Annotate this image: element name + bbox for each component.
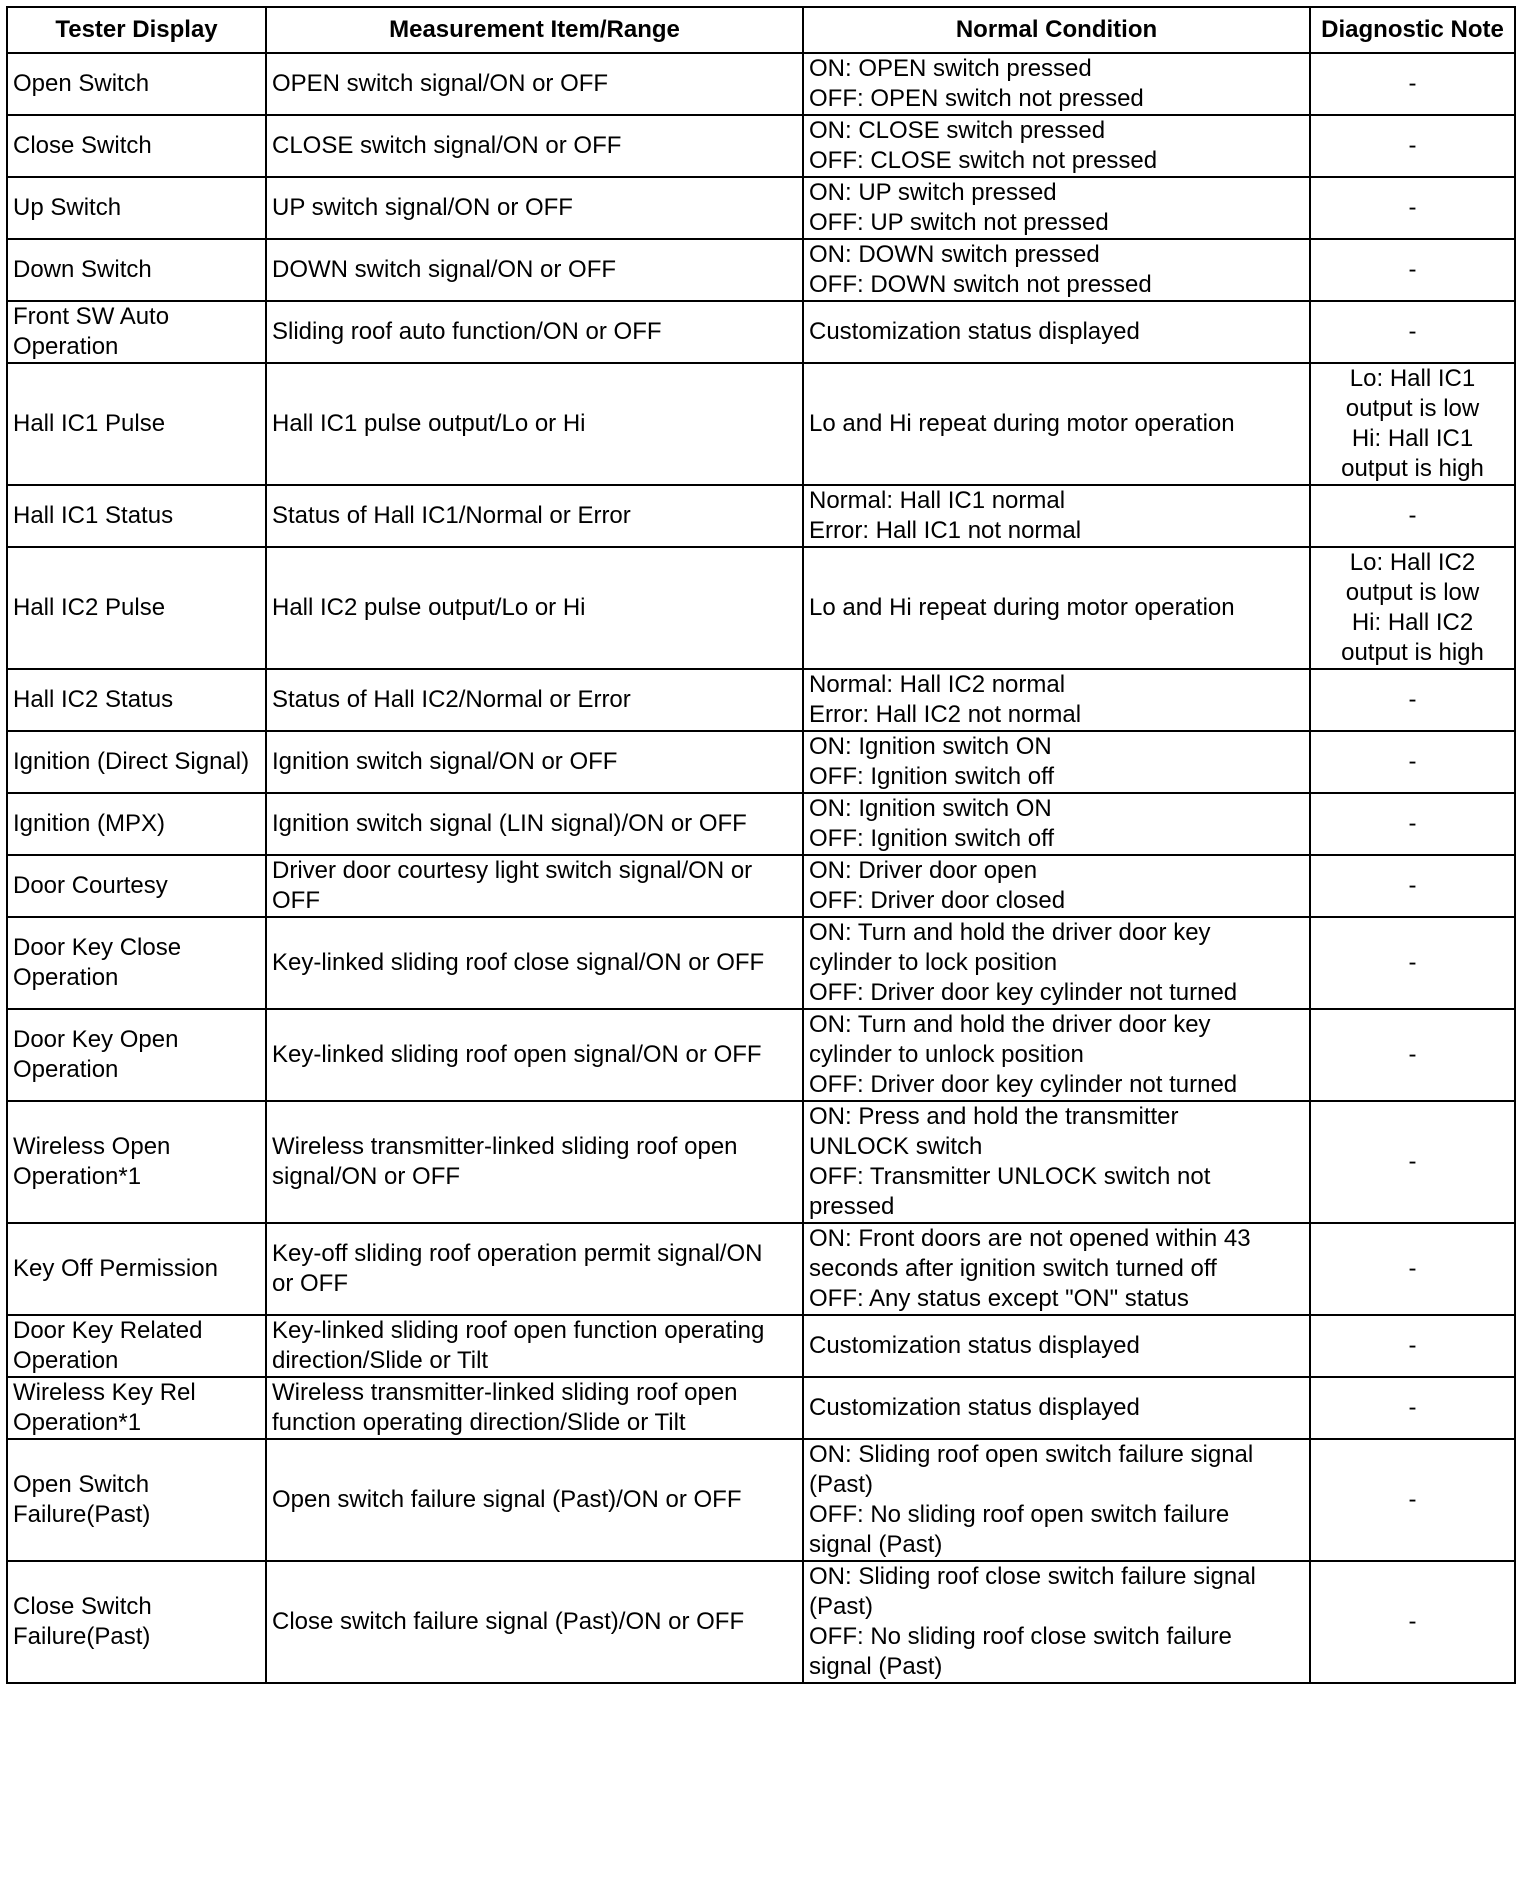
cell-measurement-item: [266, 669, 803, 731]
cell-text-line: -: [1408, 872, 1417, 899]
cell-text-line: Driver door courtesy light switch signal/ON or: [272, 857, 753, 884]
cell-text-line: cylinder to lock position: [809, 949, 1058, 976]
cell-text-line: Down Switch: [13, 256, 152, 283]
cell-text-line: Open Switch: [13, 1471, 150, 1498]
cell-text-line: OFF: Driver door key cylinder not turned: [809, 979, 1238, 1006]
cell-text-line: cylinder to unlock position: [809, 1041, 1084, 1068]
cell-measurement-item: [266, 363, 803, 485]
header-normal-condition: Normal Condition: [803, 7, 1310, 53]
cell-text-line: OFF: DOWN switch not pressed: [809, 271, 1152, 298]
cell-text-line: Door Courtesy: [13, 872, 168, 899]
cell-diagnostic-note: [1310, 669, 1515, 731]
cell-text-line: Wireless transmitter-linked sliding roof open: [272, 1379, 738, 1406]
cell-tester-display: [7, 239, 266, 301]
cell-text-line: Sliding roof auto function/ON or OFF: [272, 318, 662, 345]
cell-text-line: Failure(Past): [13, 1623, 151, 1650]
cell-measurement-item: [266, 301, 803, 363]
cell-normal-condition: [803, 855, 1310, 917]
cell-normal-condition: [803, 53, 1310, 115]
cell-tester-display: [7, 1223, 266, 1315]
cell-text-line: ON: Turn and hold the driver door key: [809, 1011, 1211, 1038]
cell-text-line: (Past): [809, 1471, 874, 1498]
cell-text-line: Status of Hall IC1/Normal or Error: [272, 502, 631, 529]
cell-text-line: -: [1408, 318, 1417, 345]
cell-diagnostic-note: [1310, 1223, 1515, 1315]
cell-text-line: ON: Driver door open: [809, 857, 1038, 884]
table-body: [7, 53, 1515, 1683]
cell-text-line: ON: DOWN switch pressed: [809, 241, 1100, 268]
cell-measurement-item: [266, 917, 803, 1009]
cell-text-line: Error: Hall IC2 not normal: [809, 701, 1082, 728]
cell-text-line: output is high: [1341, 639, 1484, 666]
cell-tester-display: [7, 669, 266, 731]
cell-normal-condition: [803, 793, 1310, 855]
table-row: [7, 855, 1515, 917]
cell-diagnostic-note: [1310, 1009, 1515, 1101]
cell-text-line: Lo: Hall IC1: [1349, 365, 1476, 392]
cell-tester-display: [7, 177, 266, 239]
table-row: [7, 363, 1515, 485]
cell-tester-display: [7, 485, 266, 547]
header-measurement-item: Measurement Item/Range: [266, 7, 803, 53]
cell-text-line: Lo and Hi repeat during motor operation: [809, 594, 1235, 621]
cell-text-line: Operation: [13, 333, 119, 360]
cell-diagnostic-note: [1310, 855, 1515, 917]
cell-normal-condition: [803, 1439, 1310, 1561]
cell-normal-condition: [803, 363, 1310, 485]
cell-text-line: Front SW Auto: [13, 303, 170, 330]
cell-tester-display: [7, 363, 266, 485]
cell-text-line: ON: Ignition switch ON: [809, 795, 1052, 822]
cell-text-line: ON: Press and hold the transmitter: [809, 1103, 1179, 1130]
cell-text-line: Open switch failure signal (Past)/ON or OFF: [272, 1486, 742, 1513]
table-row: [7, 669, 1515, 731]
cell-measurement-item: [266, 485, 803, 547]
cell-tester-display: [7, 115, 266, 177]
cell-measurement-item: [266, 115, 803, 177]
table-row: [7, 1315, 1515, 1377]
cell-measurement-item: [266, 793, 803, 855]
cell-text-line: Key-linked sliding roof open signal/ON or OFF: [272, 1041, 762, 1068]
table-row: [7, 1009, 1515, 1101]
cell-diagnostic-note: [1310, 547, 1515, 669]
cell-text-line: Door Key Close: [13, 934, 182, 961]
cell-text-line: -: [1408, 1148, 1417, 1175]
table-row: [7, 115, 1515, 177]
cell-text-line: Status of Hall IC2/Normal or Error: [272, 686, 631, 713]
table-row: [7, 1439, 1515, 1561]
cell-text-line: Hall IC1 Pulse: [13, 410, 166, 437]
cell-text-line: -: [1408, 949, 1417, 976]
cell-normal-condition: [803, 547, 1310, 669]
cell-tester-display: [7, 301, 266, 363]
cell-tester-display: [7, 917, 266, 1009]
cell-text-line: DOWN switch signal/ON or OFF: [272, 256, 617, 283]
cell-measurement-item: [266, 1101, 803, 1223]
cell-measurement-item: [266, 1009, 803, 1101]
cell-tester-display: [7, 793, 266, 855]
cell-tester-display: [7, 731, 266, 793]
cell-text-line: -: [1408, 1394, 1417, 1421]
cell-text-line: output is low: [1345, 395, 1480, 422]
cell-diagnostic-note: [1310, 1315, 1515, 1377]
cell-tester-display: [7, 1009, 266, 1101]
cell-text-line: -: [1408, 1486, 1417, 1513]
cell-tester-display: [7, 1377, 266, 1439]
cell-text-line: Open Switch: [13, 70, 150, 97]
cell-text-line: pressed: [809, 1193, 895, 1220]
cell-measurement-item: [266, 53, 803, 115]
cell-measurement-item: [266, 239, 803, 301]
header-tester-display: Tester Display: [7, 7, 266, 53]
cell-text-line: -: [1408, 502, 1417, 529]
cell-text-line: CLOSE switch signal/ON or OFF: [272, 132, 622, 159]
cell-tester-display: [7, 1439, 266, 1561]
cell-text-line: Ignition (Direct Signal): [13, 748, 250, 775]
cell-text-line: Operation: [13, 1056, 119, 1083]
cell-text-line: Operation: [13, 964, 119, 991]
cell-measurement-item: [266, 1439, 803, 1561]
cell-normal-condition: [803, 177, 1310, 239]
cell-text-line: or OFF: [272, 1270, 348, 1297]
cell-text-line: -: [1408, 748, 1417, 775]
cell-text-line: ON: Ignition switch ON: [809, 733, 1052, 760]
cell-diagnostic-note: [1310, 301, 1515, 363]
table-row: [7, 547, 1515, 669]
cell-text-line: Normal: Hall IC1 normal: [809, 487, 1066, 514]
cell-text-line: Ignition switch signal (LIN signal)/ON or OFF: [272, 810, 747, 837]
cell-text-line: OFF: Ignition switch off: [809, 763, 1054, 790]
cell-measurement-item: [266, 1223, 803, 1315]
cell-text-line: OFF: Driver door closed: [809, 887, 1066, 914]
cell-diagnostic-note: [1310, 363, 1515, 485]
cell-text-line: OPEN switch signal/ON or OFF: [272, 70, 609, 97]
cell-text-line: Key-linked sliding roof open function operating: [272, 1317, 765, 1344]
cell-diagnostic-note: [1310, 1377, 1515, 1439]
cell-text-line: Customization status displayed: [809, 318, 1140, 345]
cell-text-line: Hi: Hall IC2: [1351, 609, 1474, 636]
table-row: [7, 301, 1515, 363]
cell-text-line: Door Key Related: [13, 1317, 203, 1344]
cell-text-line: Key-linked sliding roof close signal/ON or OFF: [272, 949, 765, 976]
cell-text-line: ON: Front doors are not opened within 43: [809, 1225, 1251, 1252]
cell-normal-condition: [803, 1009, 1310, 1101]
cell-diagnostic-note: [1310, 917, 1515, 1009]
cell-text-line: signal (Past): [809, 1653, 943, 1680]
cell-text-line: Close Switch: [13, 132, 152, 159]
cell-text-line: UNLOCK switch: [809, 1133, 983, 1160]
table-row: [7, 917, 1515, 1009]
cell-diagnostic-note: [1310, 239, 1515, 301]
cell-tester-display: [7, 1315, 266, 1377]
cell-normal-condition: [803, 1223, 1310, 1315]
cell-text-line: Key Off Permission: [13, 1255, 218, 1282]
header-diagnostic-note: Diagnostic Note: [1310, 7, 1515, 53]
cell-normal-condition: [803, 731, 1310, 793]
cell-text-line: OFF: CLOSE switch not pressed: [809, 147, 1158, 174]
cell-text-line: seconds after ignition switch turned off: [809, 1255, 1217, 1282]
cell-diagnostic-note: [1310, 731, 1515, 793]
table-row: [7, 53, 1515, 115]
cell-text-line: signal/ON or OFF: [272, 1163, 461, 1190]
cell-measurement-item: [266, 855, 803, 917]
table-row: [7, 485, 1515, 547]
cell-text-line: -: [1408, 1041, 1417, 1068]
cell-tester-display: [7, 1101, 266, 1223]
cell-text-line: -: [1408, 1332, 1417, 1359]
cell-text-line: UP switch signal/ON or OFF: [272, 194, 573, 221]
cell-normal-condition: [803, 1315, 1310, 1377]
cell-text-line: Key-off sliding roof operation permit signal/ON: [272, 1240, 763, 1267]
cell-normal-condition: [803, 301, 1310, 363]
cell-measurement-item: [266, 1561, 803, 1683]
cell-text-line: output is high: [1341, 455, 1484, 482]
cell-diagnostic-note: [1310, 1439, 1515, 1561]
cell-normal-condition: [803, 917, 1310, 1009]
cell-text-line: -: [1408, 194, 1417, 221]
cell-text-line: Customization status displayed: [809, 1332, 1140, 1359]
cell-normal-condition: [803, 239, 1310, 301]
cell-text-line: OFF: Transmitter UNLOCK switch not: [809, 1163, 1211, 1190]
cell-text-line: Close switch failure signal (Past)/ON or OFF: [272, 1608, 745, 1635]
table-row: [7, 1377, 1515, 1439]
cell-text-line: ON: Sliding roof open switch failure signal: [809, 1441, 1254, 1468]
cell-text-line: direction/Slide or Tilt: [272, 1347, 489, 1374]
cell-measurement-item: [266, 1377, 803, 1439]
cell-text-line: output is low: [1345, 579, 1480, 606]
cell-normal-condition: [803, 115, 1310, 177]
table-row: [7, 239, 1515, 301]
cell-text-line: Normal: Hall IC2 normal: [809, 671, 1066, 698]
cell-diagnostic-note: [1310, 793, 1515, 855]
cell-text-line: Hall IC2 Pulse: [13, 594, 166, 621]
header-row: [7, 7, 1515, 53]
cell-tester-display: [7, 1561, 266, 1683]
cell-text-line: Hi: Hall IC1: [1351, 425, 1474, 452]
cell-tester-display: [7, 855, 266, 917]
cell-diagnostic-note: [1310, 485, 1515, 547]
cell-normal-condition: [803, 1561, 1310, 1683]
table-row: [7, 731, 1515, 793]
cell-text-line: ON: Turn and hold the driver door key: [809, 919, 1211, 946]
cell-text-line: OFF: [272, 887, 320, 914]
cell-text-line: OFF: Driver door key cylinder not turned: [809, 1071, 1238, 1098]
cell-normal-condition: [803, 1101, 1310, 1223]
cell-measurement-item: [266, 177, 803, 239]
cell-diagnostic-note: [1310, 1561, 1515, 1683]
cell-text-line: Operation*1: [13, 1163, 142, 1190]
cell-tester-display: [7, 53, 266, 115]
cell-text-line: Close Switch: [13, 1593, 152, 1620]
cell-tester-display: [7, 547, 266, 669]
cell-text-line: -: [1408, 70, 1417, 97]
cell-normal-condition: [803, 485, 1310, 547]
cell-text-line: -: [1408, 256, 1417, 283]
cell-text-line: -: [1408, 132, 1417, 159]
table-row: [7, 1101, 1515, 1223]
cell-text-line: function operating direction/Slide or Tilt: [272, 1409, 686, 1436]
data-table: [6, 6, 1516, 1684]
cell-text-line: Up Switch: [13, 194, 122, 221]
cell-text-line: Customization status displayed: [809, 1394, 1140, 1421]
cell-normal-condition: [803, 1377, 1310, 1439]
cell-text-line: -: [1408, 686, 1417, 713]
cell-diagnostic-note: [1310, 177, 1515, 239]
cell-diagnostic-note: [1310, 1101, 1515, 1223]
table-row: [7, 1561, 1515, 1683]
cell-text-line: Hall IC1 pulse output/Lo or Hi: [272, 410, 586, 437]
cell-measurement-item: [266, 547, 803, 669]
cell-text-line: ON: OPEN switch pressed: [809, 55, 1092, 82]
cell-text-line: Wireless Key Rel: [13, 1379, 196, 1406]
cell-text-line: OFF: No sliding roof close switch failure: [809, 1623, 1232, 1650]
cell-text-line: Operation*1: [13, 1409, 142, 1436]
cell-text-line: Lo: Hall IC2: [1349, 549, 1476, 576]
cell-text-line: OFF: UP switch not pressed: [809, 209, 1109, 236]
cell-text-line: Wireless Open: [13, 1133, 171, 1160]
cell-text-line: OFF: No sliding roof open switch failure: [809, 1501, 1230, 1528]
cell-text-line: ON: Sliding roof close switch failure signal: [809, 1563, 1256, 1590]
cell-diagnostic-note: [1310, 53, 1515, 115]
cell-text-line: -: [1408, 1608, 1417, 1635]
cell-diagnostic-note: [1310, 115, 1515, 177]
cell-text-line: Hall IC2 pulse output/Lo or Hi: [272, 594, 586, 621]
cell-text-line: Hall IC1 Status: [13, 502, 174, 529]
cell-text-line: Ignition switch signal/ON or OFF: [272, 748, 618, 775]
table-row: [7, 793, 1515, 855]
cell-text-line: Lo and Hi repeat during motor operation: [809, 410, 1235, 437]
cell-text-line: -: [1408, 810, 1417, 837]
cell-text-line: Operation: [13, 1347, 119, 1374]
cell-text-line: Error: Hall IC1 not normal: [809, 517, 1082, 544]
cell-text-line: Wireless transmitter-linked sliding roof open: [272, 1133, 738, 1160]
cell-text-line: Failure(Past): [13, 1501, 151, 1528]
cell-text-line: OFF: Ignition switch off: [809, 825, 1054, 852]
cell-text-line: signal (Past): [809, 1531, 943, 1558]
cell-measurement-item: [266, 731, 803, 793]
cell-measurement-item: [266, 1315, 803, 1377]
cell-text-line: OFF: OPEN switch not pressed: [809, 85, 1144, 112]
cell-text-line: OFF: Any status except "ON" status: [809, 1285, 1189, 1312]
table-row: [7, 177, 1515, 239]
cell-text-line: Hall IC2 Status: [13, 686, 174, 713]
cell-text-line: ON: CLOSE switch pressed: [809, 117, 1106, 144]
cell-text-line: -: [1408, 1255, 1417, 1282]
cell-normal-condition: [803, 669, 1310, 731]
cell-text-line: Door Key Open: [13, 1026, 179, 1053]
table-row: [7, 1223, 1515, 1315]
cell-text-line: Ignition (MPX): [13, 810, 166, 837]
cell-text-line: (Past): [809, 1593, 874, 1620]
cell-text-line: ON: UP switch pressed: [809, 179, 1057, 206]
